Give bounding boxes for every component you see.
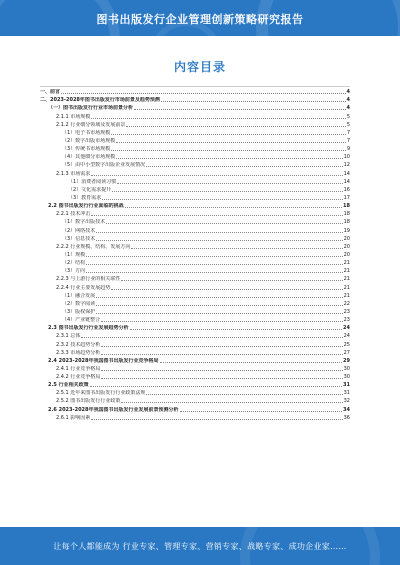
toc-page-number: 31 — [343, 382, 350, 389]
toc-leader-dots — [116, 157, 342, 159]
toc-leader-dots — [134, 108, 346, 110]
toc-leader-dots — [146, 165, 342, 167]
toc-entry[interactable] — [40, 291, 350, 299]
toc-leader-dots — [161, 100, 346, 102]
toc-leader-dots — [96, 312, 342, 314]
toc-entry[interactable] — [40, 95, 350, 103]
toc-leader-dots — [101, 369, 342, 371]
toc-entry-text: （5）由中小型数字出版企业发展情况 — [62, 162, 146, 169]
toc-entry-text: （4）产业链整合 — [62, 317, 101, 324]
toc-entry[interactable] — [40, 152, 350, 160]
toc-entry-text: （2）文化需求提升 — [68, 186, 112, 193]
toc-page-number: 9 — [346, 146, 350, 153]
toc-entry-text: （3）版权保护 — [62, 308, 96, 315]
toc-leader-dots — [160, 361, 343, 363]
toc-page-number: 21 — [343, 260, 350, 267]
toc-entry-text: （3）传统书市场规模 — [62, 146, 111, 153]
toc-leader-dots — [101, 345, 342, 347]
toc-entry-text: 2.1.2 行业细分领域及发展前景 — [56, 121, 126, 128]
toc-entry[interactable] — [40, 356, 350, 364]
toc-entry[interactable] — [40, 380, 350, 388]
toc-leader-dots — [125, 206, 342, 208]
toc-heading: 内容目录 — [173, 60, 226, 74]
toc-entry-text: （一）图书出版发行行业市场前景分析 — [48, 105, 134, 112]
toc-leader-dots — [121, 401, 342, 403]
toc-leader-dots — [101, 320, 342, 322]
toc-entry[interactable] — [40, 388, 350, 396]
toc-leader-dots — [111, 149, 346, 151]
toc-entry[interactable] — [40, 348, 350, 356]
toc-entry[interactable] — [40, 87, 350, 95]
toc-entry-text: （2）数字阅读 — [62, 300, 96, 307]
toc-entry[interactable] — [40, 339, 350, 347]
toc-leader-dots — [91, 418, 342, 420]
toc-entry-text: 2.2.4 行业主要发展趋势 — [56, 284, 111, 291]
toc-entry-text: 二、2023-2028年图书出版发行市场前景及趋势预测 — [40, 97, 160, 104]
toc-leader-dots — [96, 231, 342, 233]
toc-leader-dots — [112, 190, 342, 192]
toc-entry[interactable] — [40, 168, 350, 176]
toc-entry[interactable] — [40, 225, 350, 233]
toc-page-number: 10 — [343, 154, 350, 161]
toc-leader-dots — [91, 214, 342, 216]
toc-leader-dots — [90, 385, 342, 387]
toc-entry-text: （1）规模 — [62, 251, 86, 258]
toc-entry[interactable] — [40, 128, 350, 136]
toc-entry[interactable] — [40, 364, 350, 372]
toc-page-number: 36 — [343, 414, 350, 421]
toc-page-number: 21 — [343, 292, 350, 299]
toc-page-number: 7 — [346, 129, 350, 136]
toc-page-number: 24 — [343, 325, 350, 332]
toc-page-number: 27 — [343, 349, 350, 356]
toc-leader-dots — [96, 304, 342, 306]
toc-page-number: 22 — [343, 300, 350, 307]
toc-entry[interactable] — [40, 413, 350, 421]
toc-leader-dots — [96, 239, 342, 241]
toc-entry[interactable] — [40, 209, 350, 217]
toc-entry-text: 2.3.1 总体 — [56, 333, 81, 340]
toc-page-number: 31 — [343, 390, 350, 397]
toc-page-number: 4 — [346, 105, 350, 112]
toc-entry[interactable] — [40, 144, 350, 152]
toc-entry[interactable] — [40, 250, 350, 258]
toc-entry-text: （2）结构 — [62, 260, 86, 267]
toc-entry[interactable] — [40, 136, 350, 144]
toc-page-number: 4 — [346, 97, 350, 104]
toc-page-number: 34 — [343, 406, 350, 413]
toc-page-number: 23 — [343, 317, 350, 324]
toc-leader-dots — [116, 141, 346, 143]
toc-entry[interactable] — [40, 258, 350, 266]
toc-entry-text: 2.2.1 技术冲击 — [56, 211, 91, 218]
toc-leader-dots — [91, 174, 342, 176]
toc-leader-dots — [117, 182, 342, 184]
toc-page-number: 20 — [343, 243, 350, 250]
toc-entry-text: （3）信息技术 — [62, 235, 96, 242]
toc-entry[interactable] — [40, 323, 350, 331]
toc-page-number: 16 — [343, 186, 350, 193]
toc-entry-text: （1）融合发展 — [62, 292, 96, 299]
toc-page-number: 12 — [343, 162, 350, 169]
toc-entry[interactable] — [40, 185, 350, 193]
toc-leader-dots — [101, 353, 342, 355]
toc-leader-dots — [101, 377, 342, 379]
toc-entry[interactable] — [40, 299, 350, 307]
toc-leader-dots — [102, 198, 342, 200]
toc-entry-text: （2）网络技术 — [62, 227, 96, 234]
toc-entry-text: 2.5.2 图书出版发行行业政策 — [56, 398, 121, 405]
toc-page-number: 5 — [346, 121, 350, 128]
toc-page-number: 5 — [346, 113, 350, 120]
toc-entry-text: （4）其他细分市场规模 — [62, 154, 116, 161]
toc-page-number: 4 — [346, 89, 350, 96]
toc-entry-text: 2.3 图书出版发行行业发展趋势分析 — [48, 325, 129, 332]
toc-page-number: 18 — [343, 203, 350, 210]
toc-entry[interactable] — [40, 372, 350, 380]
toc-page-number: 21 — [343, 268, 350, 275]
toc-page-number: 18 — [343, 219, 350, 226]
toc-entry-text: 2.2.2 行业规模、结构、发展方向 — [56, 243, 131, 250]
toc-page-number: 21 — [343, 284, 350, 291]
toc-entry[interactable] — [40, 266, 350, 274]
toc-entry-text: 2.4.1 行业竞争格局 — [56, 365, 101, 372]
toc-leader-dots — [130, 328, 342, 330]
toc-entry[interactable] — [40, 193, 350, 201]
table-of-contents — [40, 87, 350, 421]
toc-entry[interactable] — [40, 396, 350, 404]
toc-page-number: 20 — [343, 235, 350, 242]
toc-leader-dots — [106, 222, 342, 224]
toc-entry[interactable] — [40, 120, 350, 128]
toc-page-number: 30 — [343, 374, 350, 381]
toc-entry-text: （3）方向 — [62, 268, 86, 275]
toc-entry[interactable] — [40, 307, 350, 315]
toc-leader-dots — [61, 92, 346, 94]
toc-page-number: 23 — [343, 308, 350, 315]
toc-entry[interactable] — [40, 274, 350, 282]
toc-entry[interactable] — [40, 331, 350, 339]
toc-page-number: 20 — [343, 251, 350, 258]
report-title: 图书出版发行企业管理创新策略研究报告 — [96, 13, 304, 26]
toc-leader-dots — [111, 288, 342, 290]
toc-entry[interactable] — [40, 282, 350, 290]
toc-leader-dots — [86, 263, 342, 265]
toc-leader-dots — [86, 271, 342, 273]
toc-entry-text: 2.2 图书出版发行行业面临的挑战 — [48, 203, 124, 210]
toc-entry-text: （2）数字出版市场规模 — [62, 137, 116, 144]
toc-entry[interactable] — [40, 242, 350, 250]
toc-entry-text: 2.2.3 与上游行业的相关联性 — [56, 276, 121, 283]
toc-page-number: 7 — [346, 137, 350, 144]
toc-page-number: 14 — [343, 170, 350, 177]
toc-leader-dots — [81, 336, 342, 338]
toc-entry-text: （1）电子书市场规模 — [62, 129, 111, 136]
toc-entry[interactable] — [40, 160, 350, 168]
toc-entry-text: 2.1.3 市场需求 — [56, 170, 91, 177]
toc-entry-text: 2.1.1 市场规模 — [56, 113, 91, 120]
toc-entry[interactable] — [40, 217, 350, 225]
toc-page-number: 21 — [343, 276, 350, 283]
toc-page-number: 32 — [343, 398, 350, 405]
toc-leader-dots — [96, 296, 342, 298]
toc-entry[interactable] — [40, 315, 350, 323]
toc-entry-text: 2.4.2 行业竞争格局 — [56, 374, 101, 381]
toc-entry-text: （3）教育需求 — [68, 194, 102, 201]
toc-entry[interactable] — [40, 103, 350, 111]
toc-entry-text: （1）消费者阅读习惯 — [68, 178, 117, 185]
toc-entry[interactable] — [40, 404, 350, 412]
toc-leader-dots — [180, 410, 343, 412]
footer-banner — [0, 527, 400, 565]
toc-page-number: 24 — [343, 333, 350, 340]
toc-entry-text: 2.4 2023-2028年我国图书出版发行业竞争格局 — [48, 357, 159, 364]
toc-page-number: 30 — [343, 365, 350, 372]
footer-slogan: 让每个人都能成为 行业专家、管理专家、营销专家、战略专家、成功企业家…… — [53, 542, 347, 551]
toc-leader-dots — [131, 247, 342, 249]
toc-leader-dots — [86, 255, 342, 257]
toc-leader-dots — [126, 125, 345, 127]
toc-page-number: 25 — [343, 341, 350, 348]
toc-leader-dots — [111, 133, 346, 135]
toc-page-number: 18 — [343, 211, 350, 218]
toc-page-number: 29 — [343, 357, 350, 364]
toc-entry-text: 2.3.2 技术趋势分析 — [56, 341, 101, 348]
toc-entry[interactable] — [40, 201, 350, 209]
toc-entry-text: 2.6 2023-2028年我国图书出版发行业发展前景预测分析 — [48, 406, 179, 413]
toc-entry[interactable] — [40, 234, 350, 242]
toc-leader-dots — [91, 117, 346, 119]
toc-leader-dots — [146, 393, 342, 395]
toc-entry-text: （1）数字出版技术 — [62, 219, 106, 226]
toc-entry-text: 2.6.1 影响因素 — [56, 414, 91, 421]
toc-entry-text: 2.3.3 市场趋势分析 — [56, 349, 101, 356]
toc-page-number: 14 — [343, 178, 350, 185]
toc-entry-text: 一、前言 — [40, 89, 61, 96]
toc-entry-text: 2.5 行业相关政策 — [48, 382, 89, 389]
header-banner — [0, 0, 400, 36]
toc-entry-text: 2.5.1 近年来图书出版发行行业政策法规 — [56, 390, 146, 397]
toc-entry[interactable] — [40, 111, 350, 119]
toc-page-number: 19 — [343, 227, 350, 234]
toc-entry[interactable] — [40, 177, 350, 185]
toc-page-number: 17 — [343, 194, 350, 201]
toc-leader-dots — [121, 279, 342, 281]
